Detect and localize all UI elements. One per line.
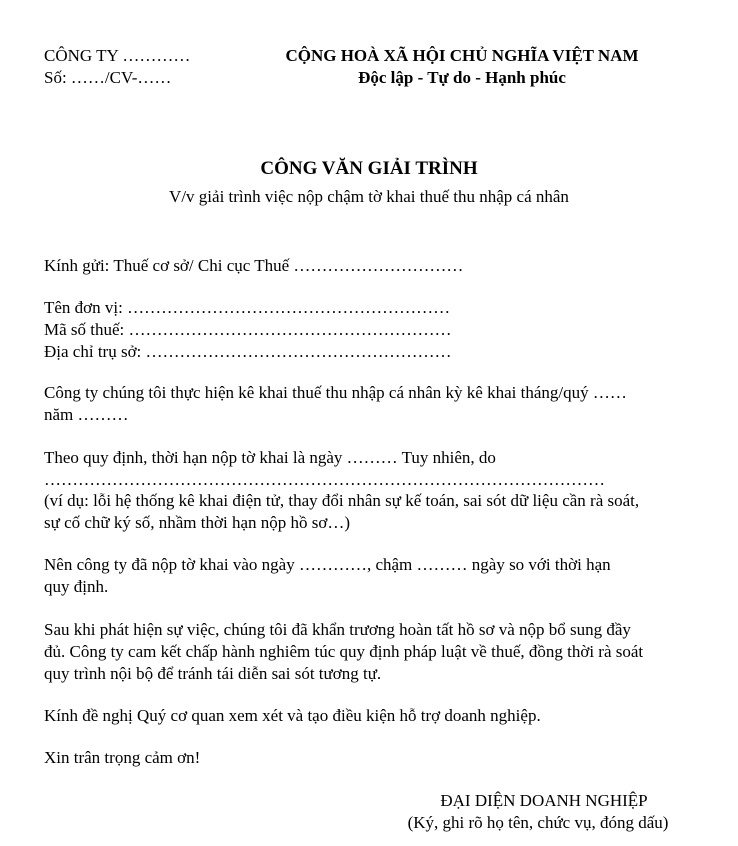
- document-number: Số: ……/CV-……: [44, 68, 172, 87]
- document-subject: V/v giải trình việc nộp chậm tờ khai thuế thu nhập cá nhân: [169, 187, 569, 206]
- tax-code-field: Mã số thuế: …………………………………………………: [44, 320, 452, 339]
- paragraph-reason-line1: Theo quy định, thời hạn nộp tờ khai là ngày ……… Tuy nhiên, do: [44, 448, 496, 467]
- paragraph-commit-line1: Sau khi phát hiện sự việc, chúng tôi đã khẩn trương hoàn tất hồ sơ và nộp bổ sung đầy: [44, 620, 631, 639]
- signature-title: ĐẠI DIỆN DOANH NGHIỆP: [440, 791, 648, 810]
- paragraph-reason-line4: sự cố chữ ký số, nhầm thời hạn nộp hồ sơ…): [44, 513, 351, 532]
- nation-motto: Độc lập - Tự do - Hạnh phúc: [358, 68, 566, 87]
- paragraph-commit-line2: đủ. Công ty cam kết chấp hành nghiêm túc quy định pháp luật về thuế, đồng thời rà soát: [44, 642, 644, 661]
- document-title: CÔNG VĂN GIẢI TRÌNH: [260, 158, 478, 179]
- paragraph-period-line1: Công ty chúng tôi thực hiện kê khai thuế thu nhập cá nhân kỳ kê khai tháng/quý ……: [44, 383, 627, 402]
- signature-note: (Ký, ghi rõ họ tên, chức vụ, đóng dấu): [407, 813, 669, 832]
- paragraph-commit-line3: quy trình nội bộ để tránh tái diễn sai sót tương tự.: [44, 664, 382, 683]
- paragraph-late-line2: quy định.: [44, 577, 109, 596]
- address-field: Địa chỉ trụ sở: ………………………………………………: [44, 342, 452, 361]
- nation-title: CỘNG HOÀ XÃ HỘI CHỦ NGHĨA VIỆT NAM: [285, 46, 639, 65]
- paragraph-reason-line2: ………………………………………………………………………………………: [44, 470, 605, 489]
- paragraph-late-line1: Nên công ty đã nộp tờ khai vào ngày …………, chậm ……… ngày so với thời hạn: [44, 555, 611, 574]
- company-name: CÔNG TY …………: [44, 46, 191, 65]
- thanks-line: Xin trân trọng cảm ơn!: [44, 748, 201, 767]
- request-line: Kính đề nghị Quý cơ quan xem xét và tạo điều kiện hỗ trợ doanh nghiệp.: [44, 706, 541, 725]
- recipient-line: Kính gửi: Thuế cơ sở/ Chi cục Thuế …………………………: [44, 256, 464, 275]
- paragraph-reason-line3: (ví dụ: lỗi hệ thống kê khai điện tử, thay đổi nhân sự kế toán, sai sót dữ liệu cần rà soát,: [44, 491, 640, 510]
- paragraph-period-line2: năm ………: [44, 405, 129, 424]
- unit-name-field: Tên đơn vị: …………………………………………………: [44, 298, 451, 317]
